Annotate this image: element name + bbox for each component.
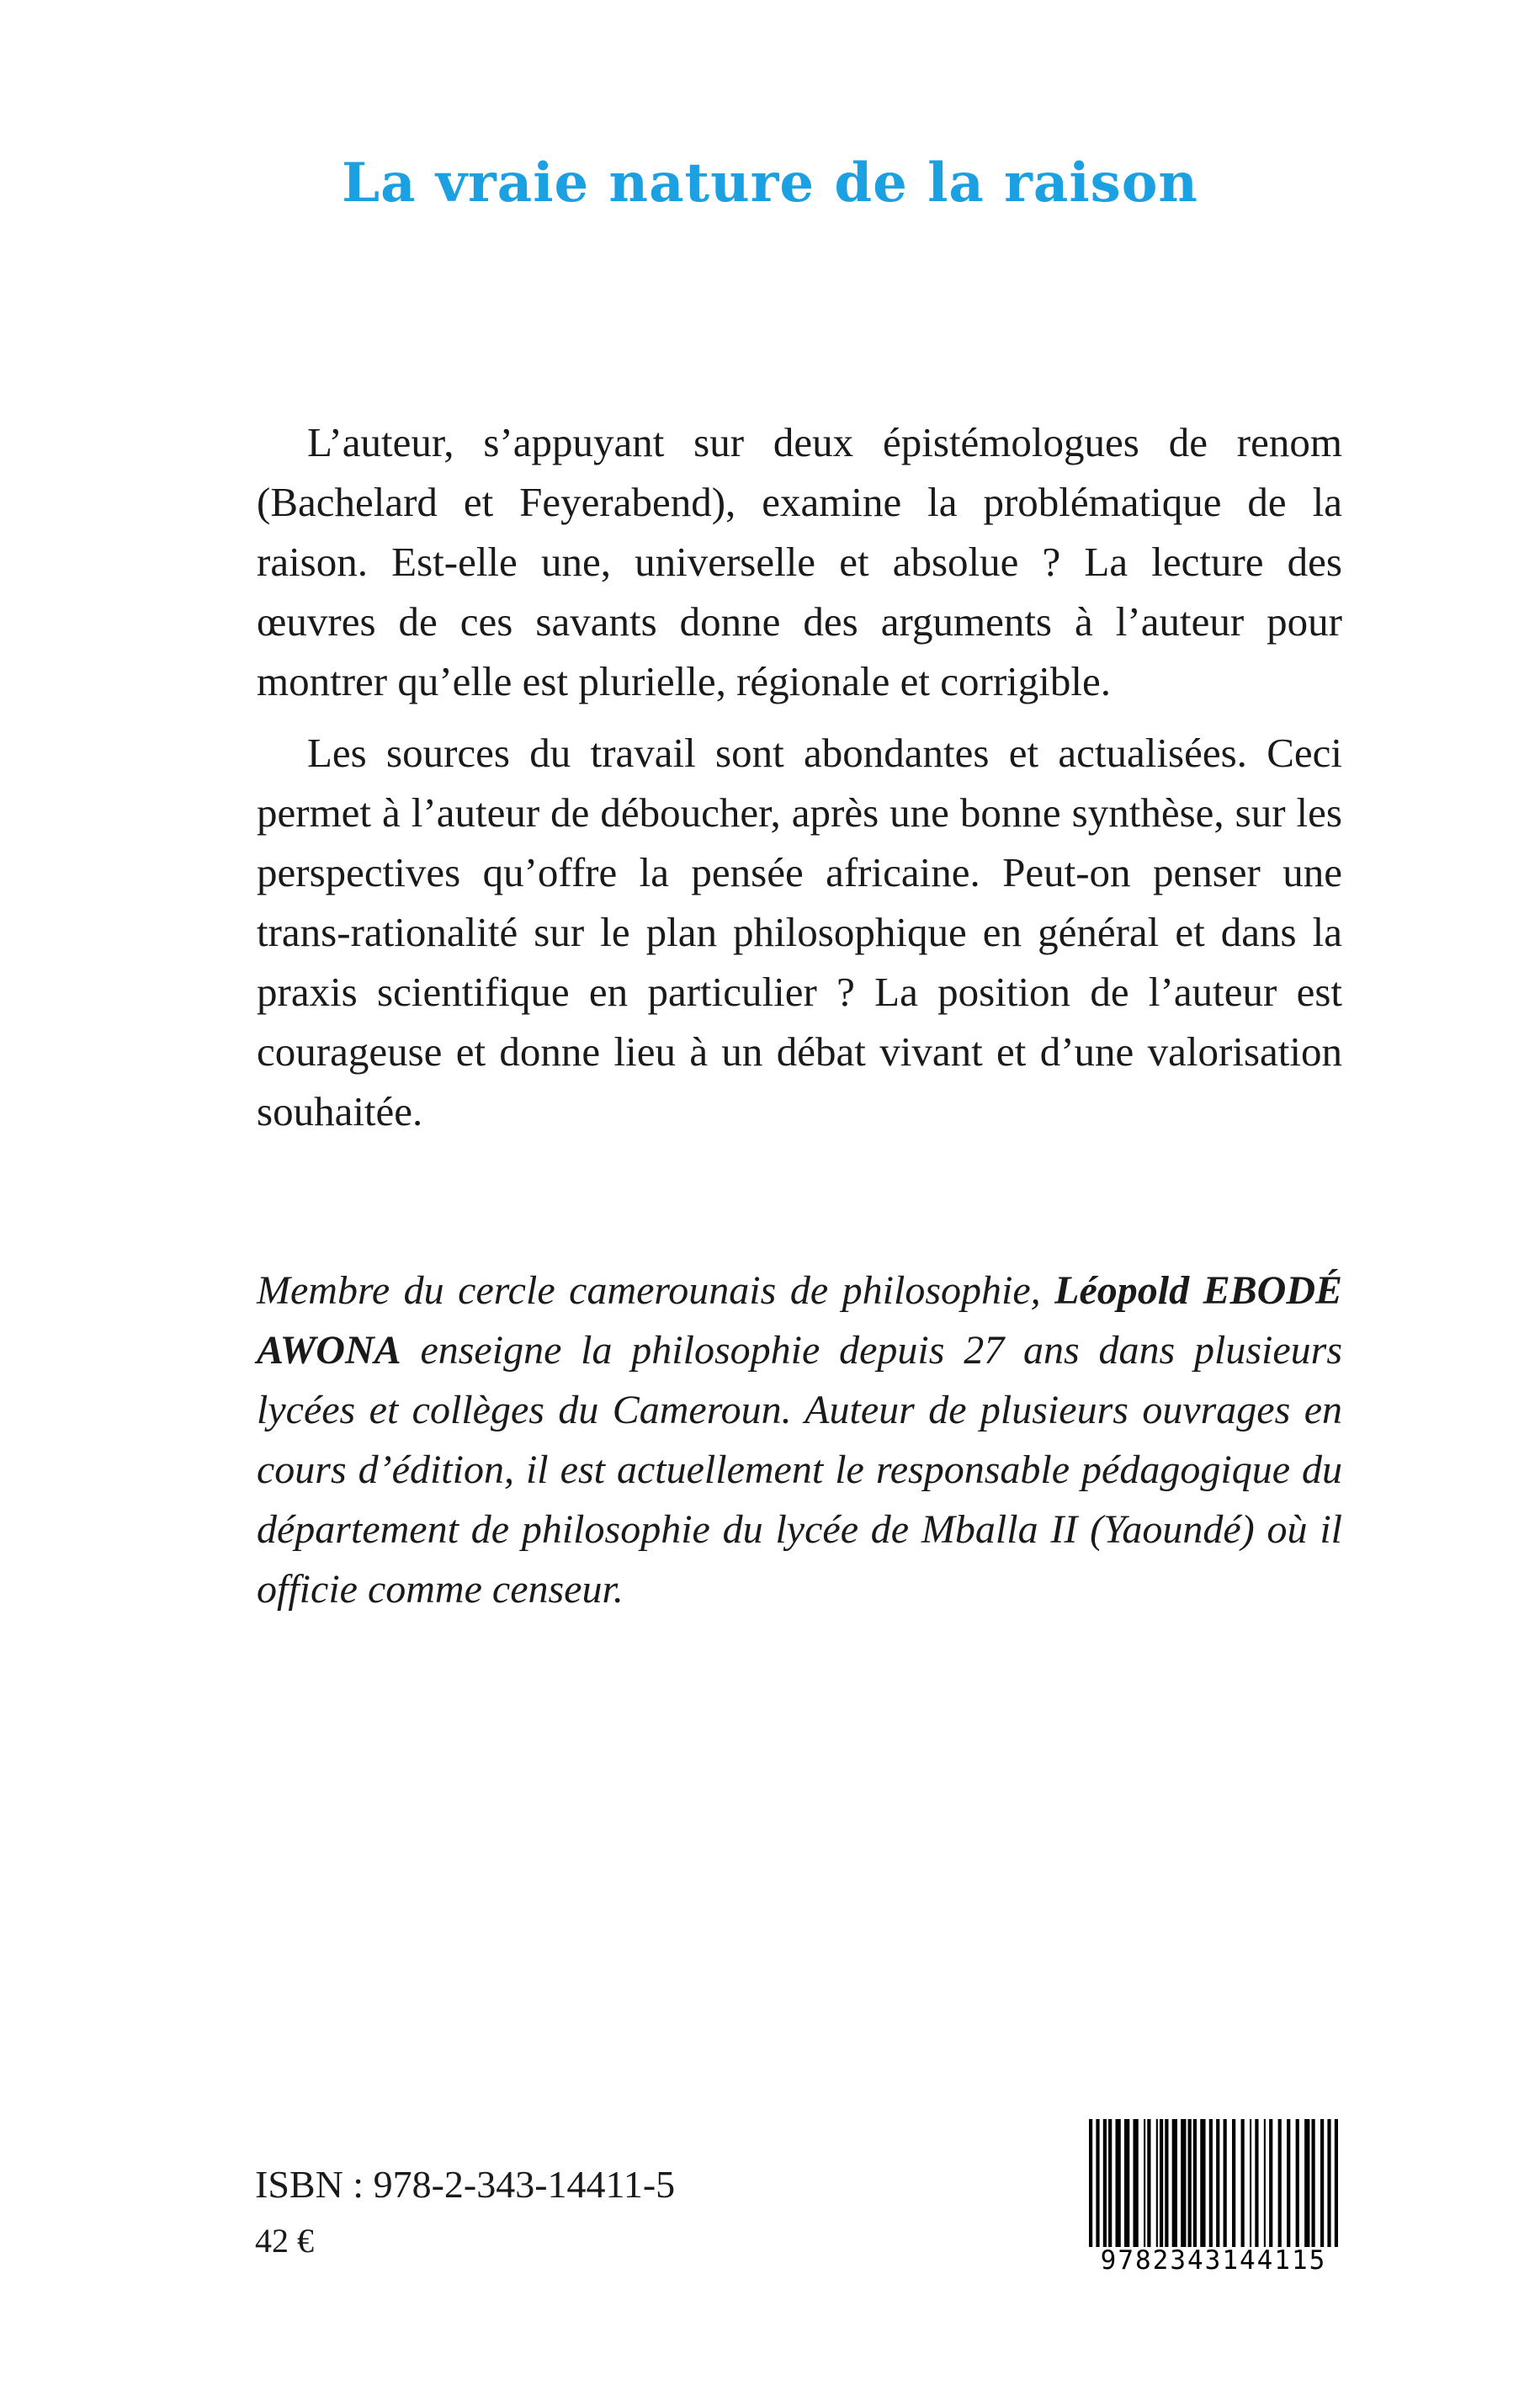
barcode-bar <box>1172 2119 1177 2247</box>
barcode-bar <box>1250 2119 1251 2247</box>
barcode-bar <box>1287 2119 1290 2247</box>
barcode-bar <box>1241 2119 1245 2247</box>
summary-paragraph-2: Les sources du travail sont abondantes et actualisées. Ceci permet à l’auteur de déboucher, après une bonne synthèse, sur les perspectives qu’offre la pensée africaine. Peut-on penser une trans-rationalité sur le plan philosophique en général et dans la praxis scientifique en particulier ? La position de l’auteur est courageuse et donne lieu à un débat vivant et d’une valorisation souhaitée. <box>257 730 1342 1134</box>
isbn-label: ISBN : 978-2-343-14411-5 <box>255 2163 676 2206</box>
barcode-bar <box>1264 2119 1266 2247</box>
barcode-bar <box>1304 2119 1309 2247</box>
barcode-bar <box>1335 2119 1338 2247</box>
author-bio-text: enseigne la philosophie depuis 27 ans dans plusieurs lycées et collèges du Cameroun. Auteur de plusieurs ouvrages en cours d’édition, il est actuellement le responsable pédagogique du département de philosophie du lycée de Mballa II (Yaoundé) où il officie comme censeur. <box>257 1328 1342 1612</box>
barcode-bar <box>1224 2119 1227 2247</box>
barcode <box>1082 2119 1345 2287</box>
barcode-bar <box>1181 2119 1186 2247</box>
barcode-bar <box>1124 2119 1129 2247</box>
author-biography <box>257 1261 1342 1619</box>
barcode-bar <box>1160 2119 1163 2247</box>
barcode-bar <box>1216 2119 1219 2247</box>
book-summary <box>257 412 1342 1153</box>
barcode-bar <box>1255 2119 1258 2247</box>
barcode-bar <box>1108 2119 1112 2247</box>
barcode-bar <box>1269 2119 1272 2247</box>
barcode-bar <box>1232 2119 1235 2247</box>
barcode-bar <box>1115 2119 1120 2247</box>
barcode-bar <box>1193 2119 1197 2247</box>
barcode-bar <box>1147 2119 1150 2247</box>
barcode-bar <box>1209 2119 1213 2247</box>
barcode-bar <box>1156 2119 1158 2247</box>
author-bio-intro: Membre du cercle camerounais de philosophie, <box>257 1268 1055 1313</box>
summary-paragraph-1: L’auteur, s’appuyant sur deux épistémologues de renom (Bachelard et Feyerabend), examine la problématique de la raison. Est-elle une, universelle et absolue ? La lecture des œuvres de ces savants donne des arguments à l’auteur pour montrer qu’elle est plurielle, régionale et corrigible. <box>257 419 1342 704</box>
barcode-bar <box>1200 2119 1205 2247</box>
author-name: Léopold EBODÉ AWONA <box>257 1268 1343 1373</box>
price-label: 42 € <box>255 2222 314 2260</box>
barcode-bar <box>1188 2119 1192 2247</box>
barcode-bar <box>1296 2119 1299 2247</box>
barcode-digits: 9782343144115 <box>1100 2245 1327 2276</box>
barcode-bars-icon <box>1089 2119 1338 2247</box>
barcode-bar <box>1096 2119 1099 2247</box>
barcode-bar <box>1278 2119 1282 2247</box>
barcode-bar <box>1312 2119 1315 2247</box>
barcode-bar <box>1327 2119 1330 2247</box>
barcode-bar <box>1165 2119 1168 2247</box>
barcode-bar <box>1089 2119 1092 2247</box>
barcode-bar <box>1133 2119 1138 2247</box>
barcode-bar <box>1320 2119 1324 2247</box>
barcode-bar <box>1144 2119 1145 2247</box>
barcode-bar <box>1103 2119 1107 2247</box>
book-title: La vraie nature de la raison <box>342 151 1198 215</box>
